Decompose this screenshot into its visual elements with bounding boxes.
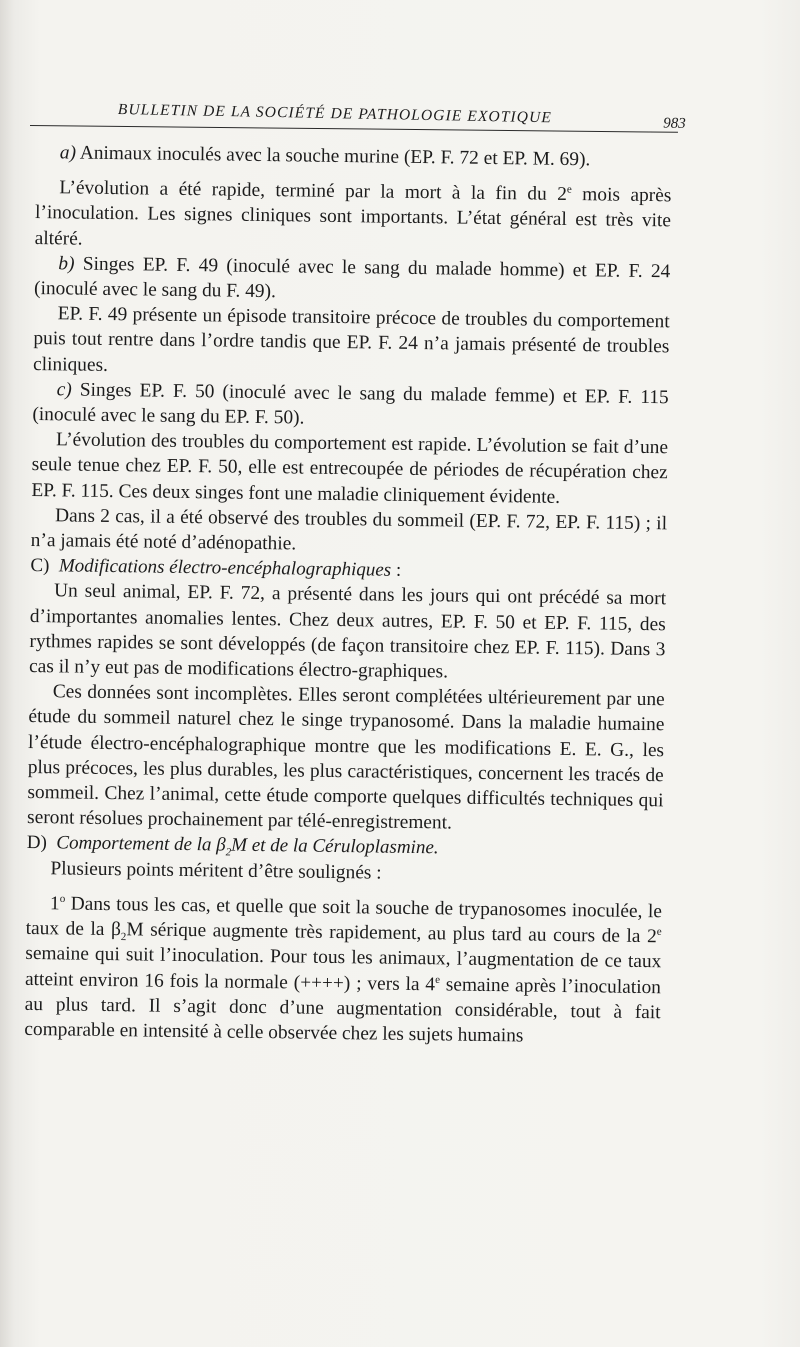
paragraph-point-1: 1$^o$ Dans tous les cas, et quelle que soit la souche de trypanosomes inoculée, le taux de la $\beta_2M$ sérique augmente très rapidement, au plus tard au cours de la 2e semaine qui suit l’inoculation. Pour tous les animaux, l’augmentation de ce taux atteint environ 16 fois la normale (++++) ; vers la 4e semaine après l’inoculation au plus tard. Il s’agit donc d’une augmentation considérable, tout à fait comparable en intensité à celle observée chez les sujets humains [24,892,663,1047]
paragraph-evolution-a: L’évolution a été rapide, terminé par la mort à la fin du 2e mois après l’inoculation. Les signes cliniques sont importants. L’état général est très vite altéré. [34,177,672,250]
running-title: BULLETIN DE LA SOCIÉTÉ DE PATHOLOGIE EXOTIQUE [117,101,553,127]
item-label-a: a) [59,142,77,164]
body-text [24,140,672,1050]
paragraph-c: c) Singes EP. F. 50 (inoculé avec le sang du malade femme) et EP. F. 115 (inoculé avec le sang du EP. F. 50). [32,379,669,429]
section-heading-d: D) Comportement de la $\beta_2M$ et de la Céruloplasmine. [26,832,439,859]
paragraph-b: b) Singes EP. F. 49 (inoculé avec le sang du malade homme) et EP. F. 24 (inoculé avec le sang du F. 49). [33,253,671,303]
paragraph-evolution-b: EP. F. 49 présente un épisode transitoire précoce de troubles du comportement puis tout rentre dans l’ordre tandis que EP. F. 24 n’a jamais présenté de troubles cliniques. [32,303,670,376]
paragraph-eeg-results: Un seul animal, EP. F. 72, a présenté dans les jours qui ont précédé sa mort d’importantes anomalies lentes. Chez deux autres, EP. F. 50 et EP. F. 115, des rythmes rapides se sont développés (de façon transitoire chez EP. F. 115). Dans 3 cas il n’y eut pas de modifications électro-graphiques. [28,580,667,683]
paragraph-evolution-c: L’évolution des troubles du comportement est rapide. L’évolution se fait d’une seule tenue chez EP. F. 50, elle est entrecoupée de périodes de récupération chez EP. F. 115. Ces deux singes font une maladie cliniquement évidente. [31,429,669,508]
paragraph-sleep: Dans 2 cas, il a été observé des troubles du sommeil (EP. F. 72, EP. F. 115) ; il n’a jamais été noté d’adénopathie. [30,505,668,555]
item-label-b: b) [58,253,75,275]
section-heading-c: C) Modifications électro-encéphalographiques : [30,555,402,582]
paragraph-points: Plusieurs points méritent d’être soulignés : [50,857,382,884]
paragraph-a: a) Animaux inoculés avec la souche murine (EP. F. 72 et EP. M. 69). [59,142,591,171]
item-label-c: c) [56,379,72,401]
page-number: 983 [663,115,686,132]
paragraph-eeg-discussion: Ces données sont incomplètes. Elles seront complétées ultérieurement par une étude du sommeil naturel chez le singe trypanosomé. Dans la maladie humaine l’étude électro-encéphalographique montre que les modifications E. E. G., les plus précoces, les plus durables, les plus caractéristiques, concernent les tracés de sommeil. Chez l’animal, cette étude comporte quelques difficultés techniques qui seront résolues prochainement par télé-enregistrement. [26,681,665,834]
